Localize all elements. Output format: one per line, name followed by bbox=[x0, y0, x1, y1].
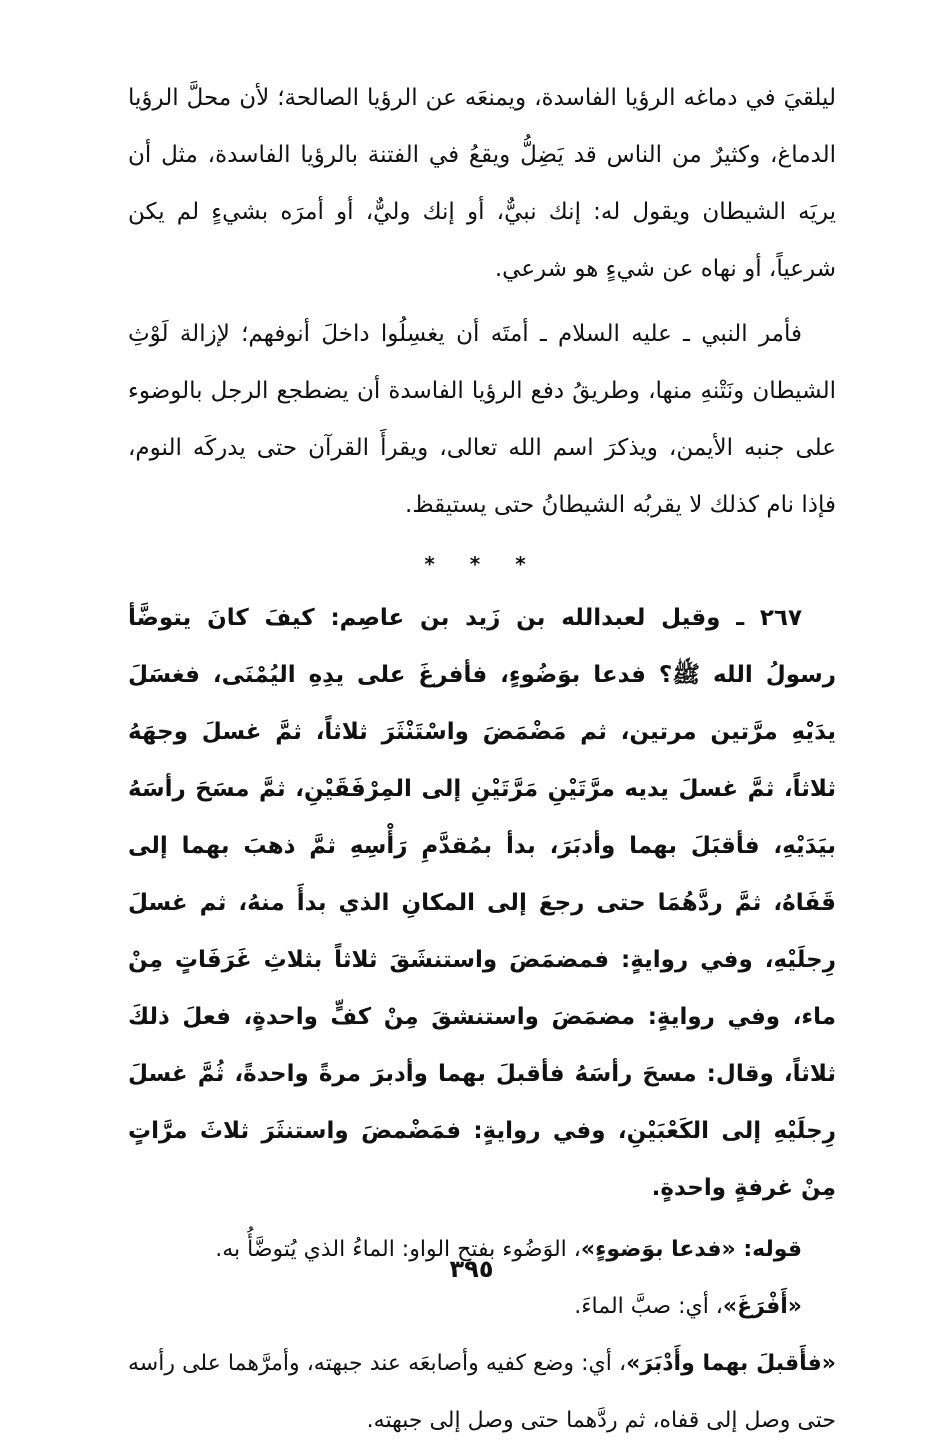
commentary-paragraph-1: ليلقيَ في دماغه الرؤيا الفاسدة، ويمنعَه عن الرؤيا الصالحة؛ لأن محلَّ الرؤيا الدماغ، وكثيرٌ من الناس قد يَضِلُّ ويقعُ في الفتنة بالرؤيا الفاسدة، مثل أن يريَه الشيطان ويقول له: إنك نبيٌّ، أو إنك وليٌّ، أو أمرَه بشيءٍ لم يكن شرعياً، أو نهاه عن شيءٍ هو شرعي. bbox=[128, 85, 836, 282]
note-explanation: ، الوَضُوء بفتح الواو: الماءُ الذي يُتوضَّأُ به. bbox=[215, 1237, 581, 1262]
note-term: «أَفْرَغَ» bbox=[722, 1294, 802, 1319]
note-term: قوله: «فدعا بوَضوءٍ» bbox=[580, 1237, 802, 1262]
hadith-text: ٢٦٧ ـ وقيل لعبدالله بن زَيد بن عاصِم: كيفَ كانَ يتوضَّأ رسولُ الله ﷺ؟ فدعا بوَضُوءٍ، فأفرغَ على يدِهِ اليُمْنَى، فغسَلَ يدَيْهِ مرَّتين مرتين، ثم مَضْمَضَ واسْتَنْثَرَ ثلاثاً، ثمَّ غسلَ وجهَهُ ثلاثاً، ثمَّ غسلَ يديه مرَّتَيْنِ مَرَّتَيْنِ إلى المِرْفَقَيْنِ، ثمَّ مسَحَ رأسَهُ بيَدَيْهِ، فأقبَلَ بهما وأدبَرَ، بدأ بمُقدَّمِ رَأْسِهِ ثمَّ ذهبَ بهما إلى قَفَاهُ، ثمَّ ردَّهُمَا حتى رجعَ إلى المكانِ الذي بدأَ منهُ، ثم غسلَ رِجلَيْهِ، وفي روايةٍ: فمضمَضَ واستنشَقَ ثلاثاً بثلاثِ غَرَفَاتٍ مِنْ ماء، وفي روايةٍ: مضمَضَ واستنشقَ مِنْ كفٍّ واحدةٍ، فعلَ ذلكَ ثلاثاً، وقال: مسحَ رأسَهُ فأقبلَ بهما وأدبرَ مرةً واحدةً، ثُمَّ غسلَ رِجلَيْهِ إلى الكَعْبَيْنِ، وفي روايةٍ: فمَضْمضَ واستنثَرَ ثلاثَ مرَّاتٍ مِنْ غرفةٍ واحدةٍ. bbox=[128, 605, 836, 1201]
note-aqbala bbox=[128, 1335, 836, 1449]
note-explanation: ، أي: وضع كفيه وأصابعَه عند جبهته، وأمرَّهما على رأسه حتى وصل إلى قفاه، ثم ردَّهما حتى وصل إلى جبهته. bbox=[128, 1351, 836, 1433]
note-term: «فأَقبلَ بهما وأَدْبَرَ» bbox=[626, 1351, 836, 1376]
page-body bbox=[128, 70, 836, 1449]
note-explanation: ، أي: صبَّ الماءَ. bbox=[574, 1294, 723, 1319]
page-number: ٣٩٥ bbox=[449, 1255, 494, 1283]
section-separator: * * * bbox=[424, 552, 540, 576]
note-afragha bbox=[128, 1278, 836, 1335]
commentary-paragraph-2: فأمر النبي ـ عليه السلام ـ أمتَه أن يغسِلُوا داخلَ أنوفهم؛ لإزالة لَوْثِ الشيطان ونَتْنهِ منها، وطريقُ دفع الرؤيا الفاسدة أن يضطجع الرجل بالوضوء على جنبه الأيمن، ويذكرَ اسم الله تعالى، ويقرأَ القرآن حتى يدركَه النوم، فإذا نام كذلك لا يقربُه الشيطانُ حتى يستيقظ. bbox=[128, 321, 836, 518]
